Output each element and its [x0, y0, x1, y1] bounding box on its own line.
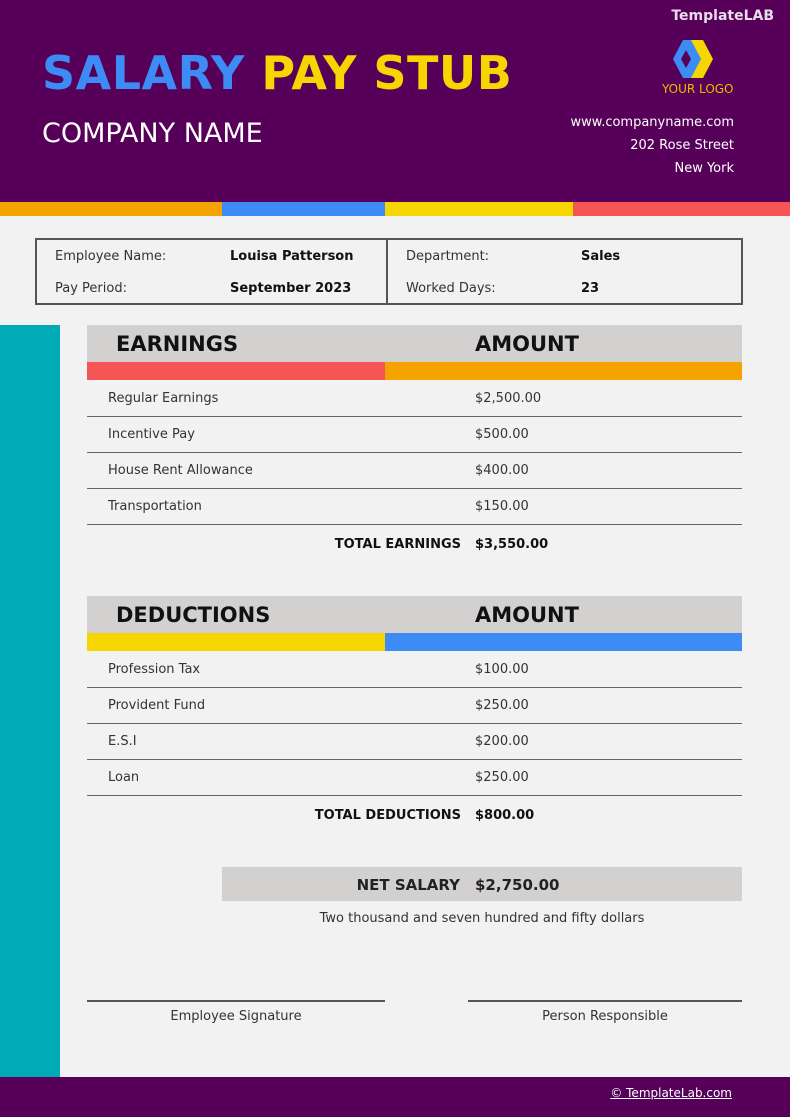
color-strip-blue	[222, 202, 385, 216]
table-row	[87, 724, 742, 760]
company-city: New York	[674, 161, 734, 176]
table-row	[87, 652, 742, 688]
net-salary-label: NET SALARY	[356, 876, 460, 894]
table-row	[87, 453, 742, 489]
deductions-amount-heading: AMOUNT	[475, 603, 579, 627]
total-earnings-label: TOTAL EARNINGS	[334, 537, 461, 552]
total-deductions-label: TOTAL DEDUCTIONS	[314, 808, 461, 823]
total-deductions: $800.00	[475, 808, 535, 823]
table-row	[87, 688, 742, 724]
deductions-stripe-blue	[385, 633, 742, 651]
deductions-header	[87, 596, 742, 633]
period-label: Pay Period:	[55, 281, 127, 296]
earnings-heading: EARNINGS	[116, 332, 239, 356]
net-salary-words: Two thousand and seven hundred and fifty dollars	[319, 911, 645, 926]
row-label: Transportation	[108, 499, 202, 514]
responsible-signature-label: Person Responsible	[542, 1009, 668, 1024]
deductions-stripe-yellow	[87, 633, 385, 651]
table-row	[87, 417, 742, 453]
department-label: Department:	[406, 249, 490, 264]
header	[0, 0, 790, 202]
row-amount: $2,500.00	[475, 391, 542, 406]
employee-label: Employee Name:	[55, 249, 167, 264]
company-website: www.companyname.com	[570, 115, 734, 130]
department: Sales	[581, 249, 621, 264]
color-strip-red	[573, 202, 790, 216]
table-row	[87, 760, 742, 796]
company-street: 202 Rose Street	[630, 138, 734, 153]
row-amount: $150.00	[475, 499, 529, 514]
row-amount: $200.00	[475, 734, 529, 749]
footer	[0, 1077, 790, 1117]
brand-logo: TemplateLAB	[671, 8, 774, 24]
worked-days: 23	[581, 281, 600, 296]
total-earnings: $3,550.00	[475, 537, 549, 552]
deductions-heading: DEDUCTIONS	[116, 603, 271, 627]
logo-text: YOUR LOGO	[662, 82, 734, 96]
row-amount: $400.00	[475, 463, 529, 478]
employee-info-box	[35, 238, 743, 305]
logo-icon	[671, 40, 715, 78]
side-accent	[0, 325, 60, 1077]
row-label: House Rent Allowance	[108, 463, 253, 478]
net-salary-box	[222, 867, 742, 901]
company-name: COMPANY NAME	[42, 118, 263, 149]
employee-signature-label: Employee Signature	[170, 1009, 302, 1024]
employee-name: Louisa Patterson	[230, 249, 354, 264]
earnings-stripe-orange	[385, 362, 742, 380]
row-label: Profession Tax	[108, 662, 201, 677]
table-row	[87, 489, 742, 525]
row-amount: $250.00	[475, 698, 529, 713]
row-label: E.S.I	[108, 734, 137, 749]
page-title	[42, 46, 512, 100]
row-amount: $250.00	[475, 770, 529, 785]
table-row	[87, 381, 742, 417]
earnings-header	[87, 325, 742, 362]
net-salary: $2,750.00	[475, 876, 560, 894]
row-label: Regular Earnings	[108, 391, 219, 406]
row-amount: $100.00	[475, 662, 529, 677]
title-part2: PAY STUB	[261, 46, 513, 100]
color-strip-orange	[0, 202, 222, 216]
row-label: Loan	[108, 770, 140, 785]
earnings-amount-heading: AMOUNT	[475, 332, 579, 356]
divider	[386, 240, 388, 303]
title-part1: SALARY	[42, 46, 245, 100]
worked-days-label: Worked Days:	[406, 281, 496, 296]
employee-signature-line[interactable]	[87, 1000, 385, 1002]
responsible-signature-line[interactable]	[468, 1000, 742, 1002]
pay-period: September 2023	[230, 281, 352, 296]
earnings-stripe-red	[87, 362, 385, 380]
templatelab-link[interactable]: © TemplateLab.com	[610, 1086, 732, 1100]
row-amount: $500.00	[475, 427, 529, 442]
row-label: Provident Fund	[108, 698, 206, 713]
row-label: Incentive Pay	[108, 427, 195, 442]
color-strip-yellow	[385, 202, 573, 216]
